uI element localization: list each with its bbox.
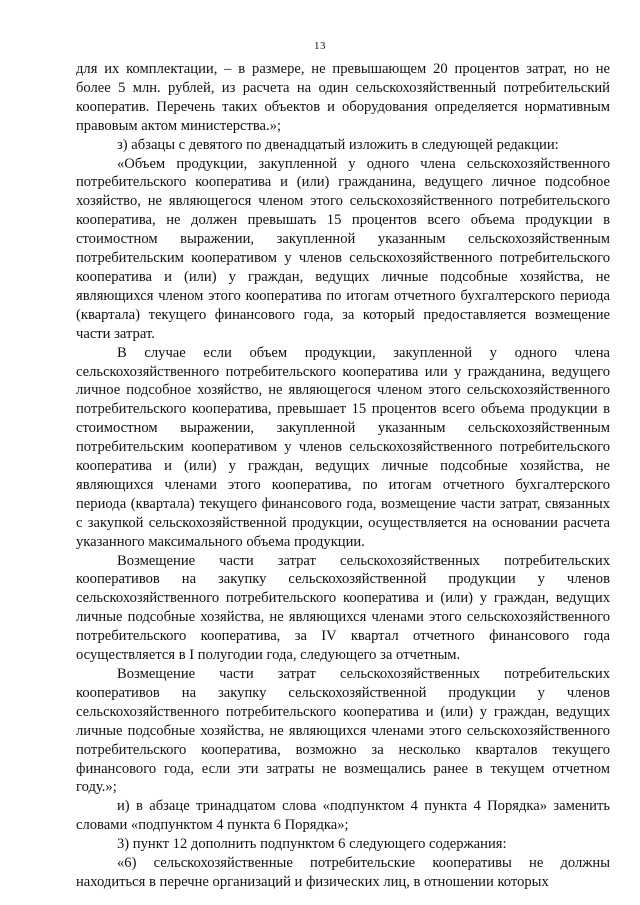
paragraph-amendment-i: и) в абзаце тринадцатом слова «подпунктом 4 пункта 4 Порядка» заменить словами «подпунктом 4 пункта 6 Порядка»; <box>76 798 610 834</box>
paragraph-volume-limit: «Объем продукции, закупленной у одного члена сельскохозяйственного потребительского кооператива и (или) гражданина, ведущего личное подсобное хозяйство, не являющегося членом этого сельскохозяйственного потребительского кооператива, не должен превышать 15 процентов всего объема продукции в стоимостном выражении, закупленной указанным сельскохозяйственным потребительским кооперативом у членов сельскохозяйственного потребительского кооператива и (или) у граждан, ведущих личные подсобные хозяйства, не являющихся членом этого кооператива по итогам отчетного бухгалтерского периода (квартала) текущего финансового года, за который предоставляется возмещение части затрат. <box>76 155 610 342</box>
paragraph-q4-compensation: Возмещение части затрат сельскохозяйственных потребительских кооперативов на закупку сельскохозяйственной продукции у членов сельскохозяйственного потребительского кооператива и (или) у граждан, ведущих личные подсобные хозяйства, не являющихся членами этого сельскохозяйственного потребительского кооператива, за IV квартал отчетного финансового года осуществляется в I полугодии года, следующего за отчетным. <box>76 552 610 664</box>
paragraph-subpoint-6: «6) сельскохозяйственные потребительские кооперативы не должны находиться в перечне организаций и физических лиц, в отношении которых <box>76 855 610 890</box>
page-number: 13 <box>314 40 326 52</box>
paragraph-multi-quarter-compensation: Возмещение части затрат сельскохозяйственных потребительских кооперативов на закупку сельскохозяйственной продукции у членов сельскохозяйственного потребительского кооператива и (или) у граждан, ведущих личные подсобные хозяйства, не являющихся членами этого сельскохозяйственного потребительского кооператива, возможно за несколько кварталов текущего финансового года, если эти затраты не возмещались ранее в текущем отчетном году.»; <box>76 666 610 796</box>
document-body <box>76 60 610 892</box>
paragraph-amendment-z: з) абзацы с девятого по двенадцатый изложить в следующей редакции: <box>117 136 559 153</box>
paragraph-excess-case: В случае если объем продукции, закупленной у одного члена сельскохозяйственного потребительского кооператива или у гражданина, ведущего личное подсобное хозяйство, не являющегося членом этого сельскохозяйственного потребительского кооператива, превышает 15 процентов всего объема продукции в стоимостном выражении, закупленной указанным сельскохозяйственным потребительским кооперативом у членов сельскохозяйственного потребительского кооператива и (или) у граждан, ведущих личные подсобные хозяйства, не являющихся членами этого кооператива, по итогам отчетного бухгалтерского периода (квартала) текущего финансового года, возмещение части затрат, связанных с закупкой сельскохозяйственной продукции, осуществляется на основании расчета указанного максимального объема продукции. <box>76 344 610 550</box>
paragraph-point-3: 3) пункт 12 дополнить подпунктом 6 следующего содержания: <box>117 836 507 853</box>
paragraph-continuation: для их комплектации, – в размере, не превышающем 20 процентов затрат, но не более 5 млн. рублей, из расчета на один сельскохозяйственный потребительский кооператив. Перечень таких объектов и оборудования определяется нормативным правовым актом министерства.»; <box>76 61 610 134</box>
